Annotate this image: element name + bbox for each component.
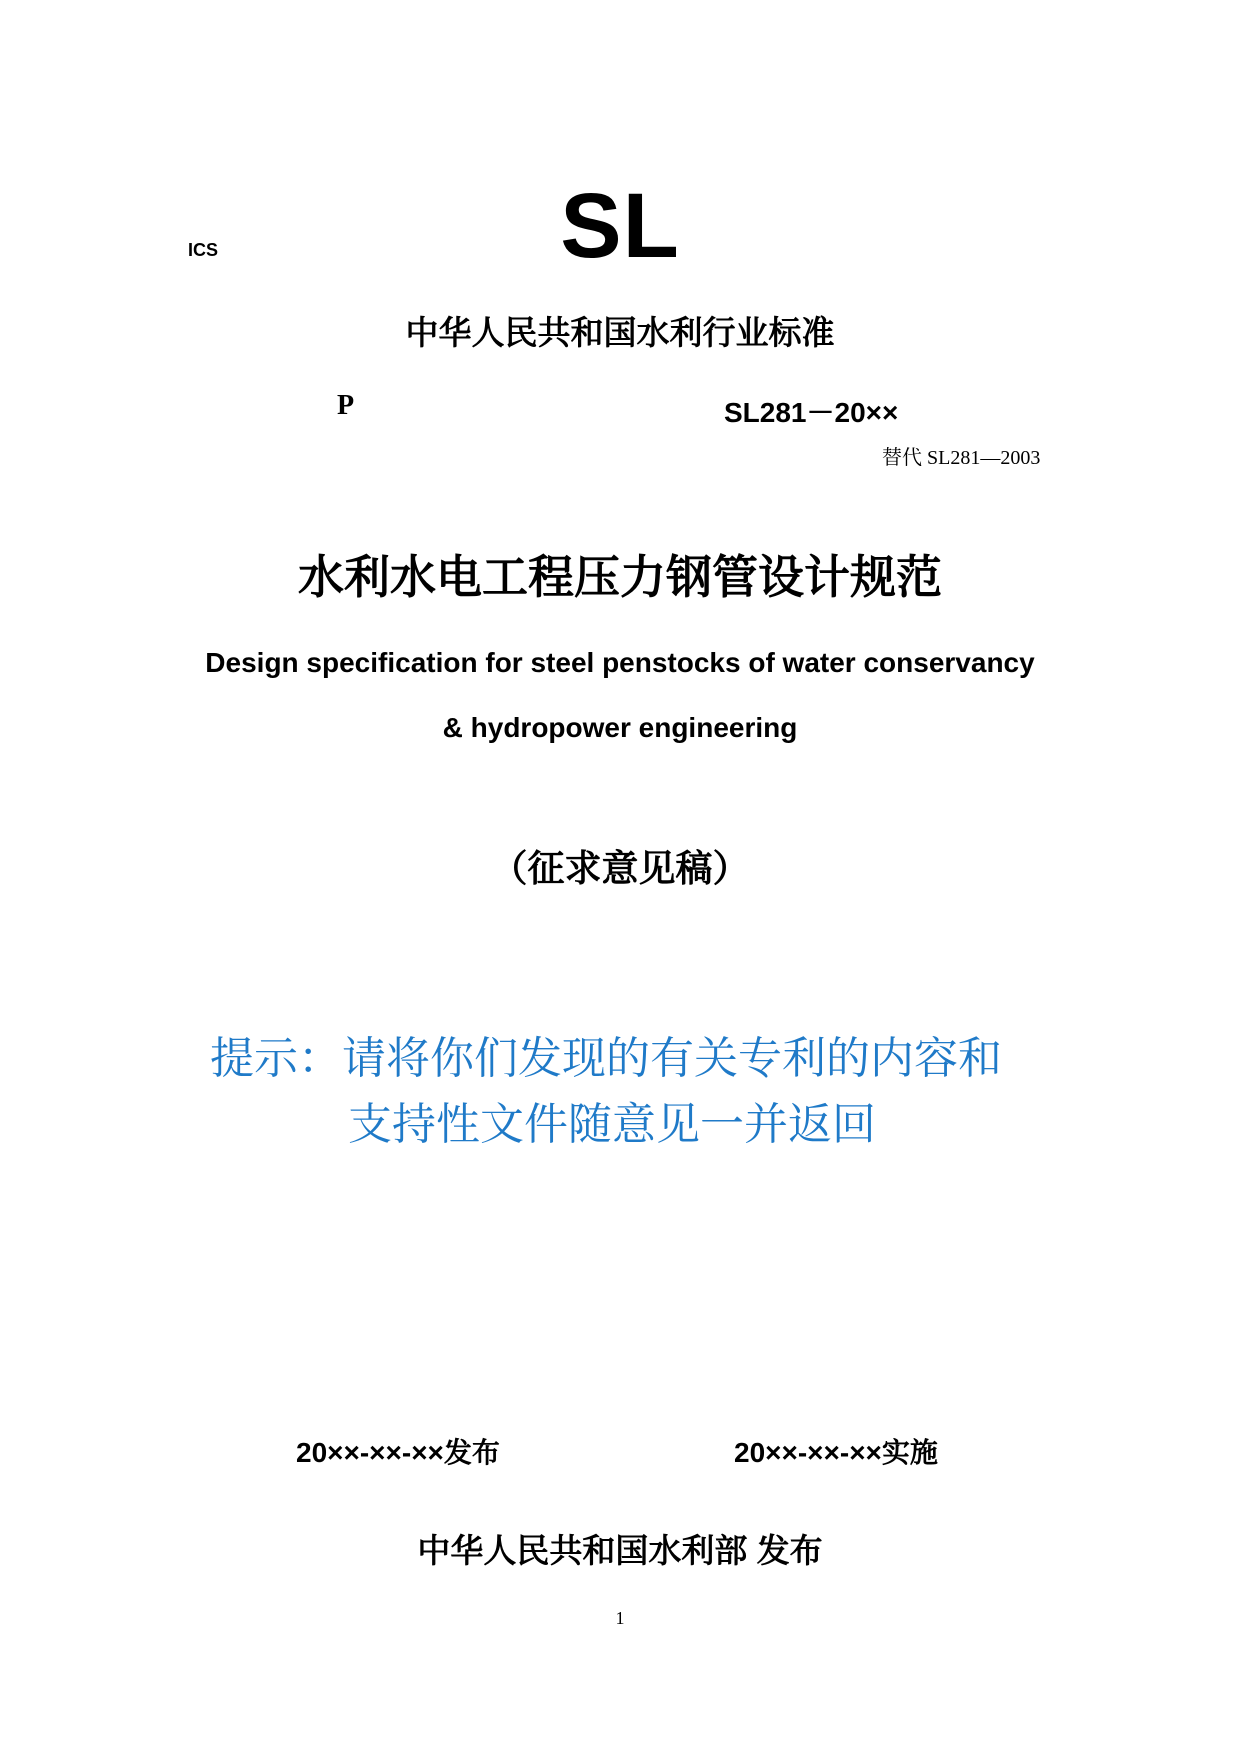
page-number: 1 [615,1608,625,1628]
document-title-english-line2: & hydropower engineering [442,712,798,743]
patent-notice [210,1026,1050,1158]
document-title-chinese: 水利水电工程压力钢管设计规范 [298,551,942,603]
issuing-authority: 中华人民共和国水利部 发布 [417,1532,823,1569]
industry-standard-heading: 中华人民共和国水利行业标准 [405,314,835,351]
issue-date: 20××-××-××发布 [296,1437,500,1468]
classification-code: P [337,390,355,421]
sl-logo: SL [560,175,680,277]
standard-number: SL281－20×× [724,397,899,428]
patent-notice-line1: 提示：请将你们发现的有关专利的内容和 [210,1034,1002,1083]
patent-notice-line2: 支持性文件随意见一并返回 [348,1100,876,1149]
replaces-note: 替代 SL281—2003 [882,447,1041,469]
document-title-english-line1: Design specification for steel penstocks of water conservancy [205,647,1035,678]
implementation-date: 20××-××-××实施 [734,1437,938,1468]
draft-label: （征求意见稿） [490,848,750,889]
ics-label: ICS [188,240,219,260]
